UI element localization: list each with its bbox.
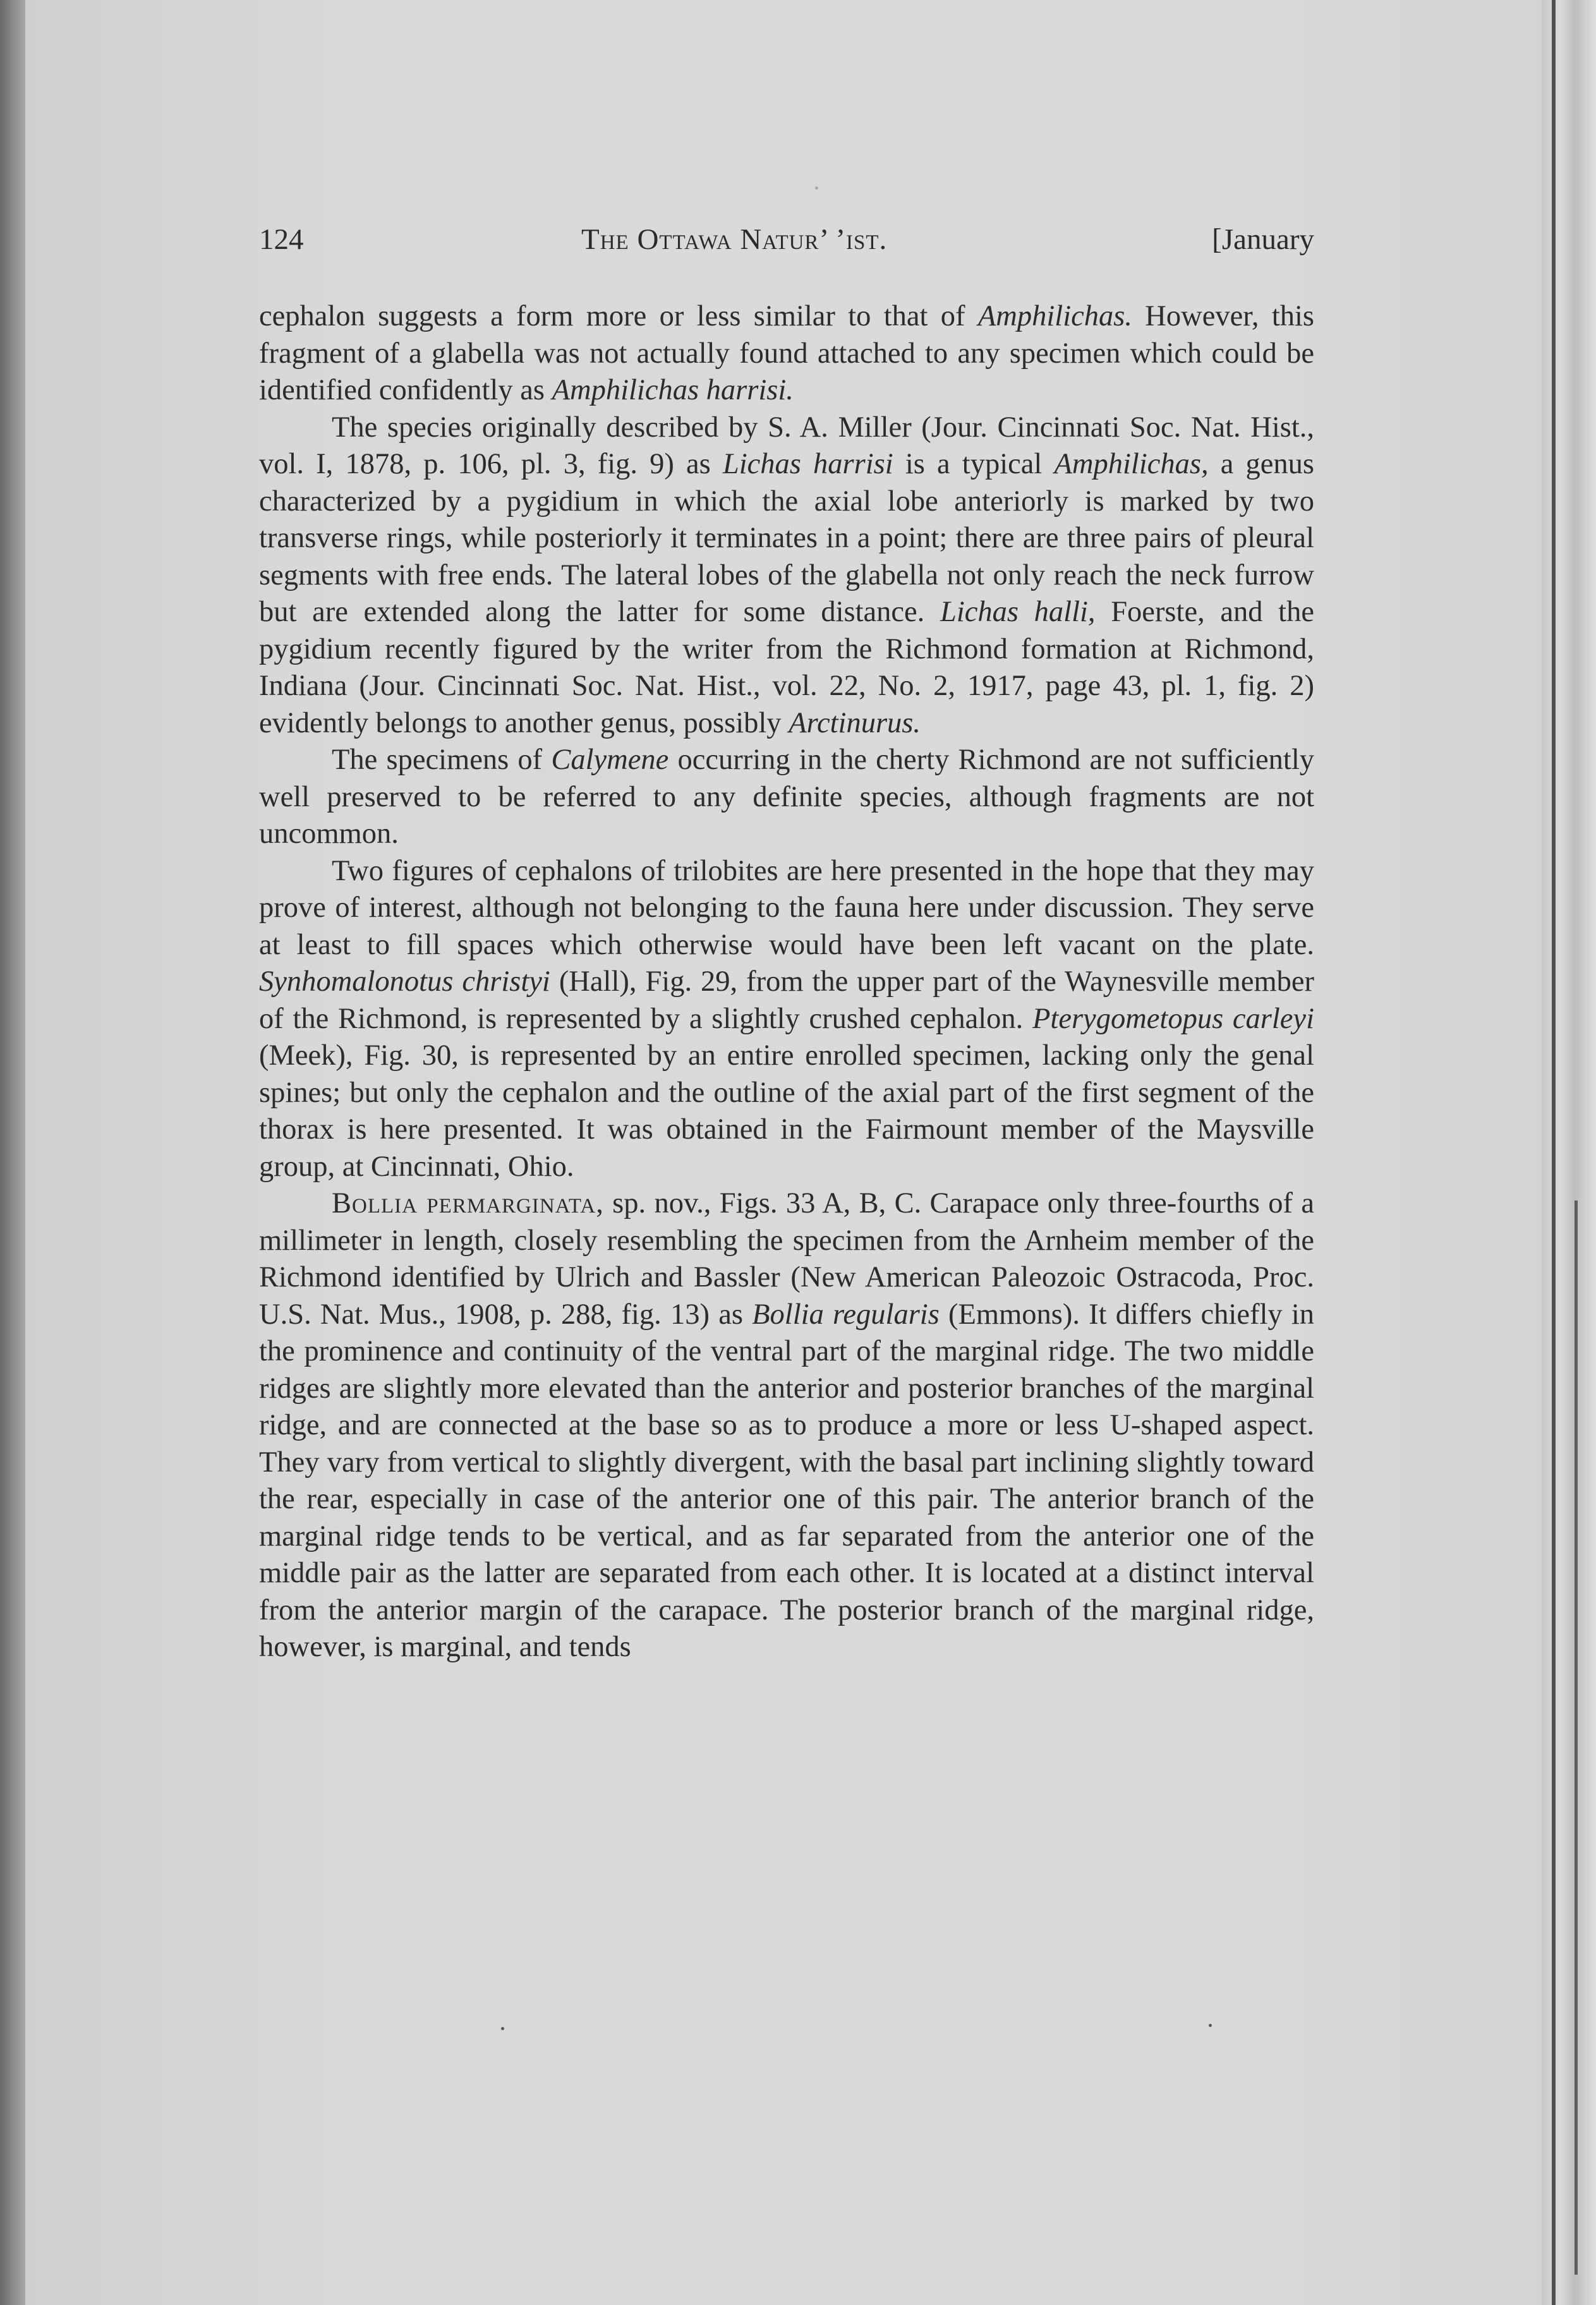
paragraph	[259, 742, 1314, 853]
text-run: However, this fragment of a glabella was not actually found attached to any specimen which could be identified confidently as	[259, 300, 1315, 406]
text-run: occurring in the cherty Richmond are not sufficiently well preserved to be referred to any definite species, although fragments are not uncommon.	[259, 744, 1314, 850]
binding-edge-line	[1552, 0, 1556, 2305]
scan-shadow-left	[0, 0, 25, 2305]
paragraph	[259, 853, 1314, 1186]
italic-taxon-name: Amphilichas,	[1054, 448, 1209, 480]
page-header	[259, 216, 1314, 267]
page-gutter-right	[1542, 0, 1596, 2305]
italic-taxon-name: Amphilichas.	[977, 300, 1132, 332]
paragraph	[259, 409, 1314, 742]
running-head-date: [January	[1212, 223, 1314, 256]
running-head-title: The Ottawa Natur’ ’ist.	[581, 223, 888, 256]
text-run: The specimens of	[332, 744, 552, 776]
italic-taxon-name: Pterygometopus carleyi	[1032, 1002, 1314, 1035]
text-run: (Meek), Fig. 30, is represented by an entire enrolled specimen, lacking only the genal spines; but only the cephalon and the outline of the axial part of the first segment of the thorax is here presented. It was obtained in the Fairmount member of the Maysville group, at Cincinnati, Ohio.	[259, 1039, 1314, 1183]
text-run: sp. nov., Figs. 33 A, B, C. Carapace only three-fourths of a millimeter in length, closely resembling the specimen from the Arnheim member of the Richmond identified by Ulrich and Bassler (New American Paleozoic Ostracoda, Proc. U.S. Nat. Mus., 1908, p. 288, fig. 13) as	[259, 1187, 1314, 1331]
italic-taxon-name: Bollia regularis	[752, 1298, 940, 1331]
speck-mark	[1209, 2024, 1212, 2027]
paragraph	[259, 1185, 1314, 1666]
italic-taxon-name: Arctinurus.	[789, 706, 921, 739]
speck-mark	[815, 186, 818, 190]
italic-taxon-name: Amphilichas harrisi.	[552, 374, 794, 406]
paragraph	[259, 298, 1314, 409]
text-run: Foerste, and the pygidium recently figured by the writer from the Richmond formation at Richmond, Indiana (Jour. Cincinnati Soc. Nat. Hist., vol. 22, No. 2, 1917, page 43, pl. 1, fig. 2) evidently belongs to another genus, possibly	[259, 596, 1314, 739]
text-run: a genus characterized by a pygidium in which the axial lobe anteriorly is marked by two transverse rings, while posteriorly it terminates in a point; there are three pairs of pleural segments with free ends. The lateral lobes of the glabella not only reach the neck furrow but are extended along the latter for some distance.	[259, 448, 1314, 628]
speck-mark	[501, 2027, 504, 2030]
text-run: is a typical	[893, 448, 1055, 480]
body-text	[259, 298, 1314, 1666]
text-run: The species originally described by S. A. Miller (Jour. Cincinnati Soc. Nat. Hist., vol. I, 1878, p. 106, pl. 3, fig. 9) as	[259, 411, 1314, 480]
text-run: (Emmons). It differs chiefly in the prominence and continuity of the ventral part of the marginal ridge. The two middle ridges are slightly more elevated than the anterior and posterior branches of the marginal ridge, and are connected at the base so as to produce a more or less U-shaped aspect. They vary from vertical to slightly divergent, with the basal part inclining slightly toward the rear, especially in case of the anterior one of this pair. The anterior branch of the marginal ridge tends to be vertical, and as far separated from the anterior one of the middle pair as the latter are separated from each other. It is located at a distinct interval from the anterior margin of the carapace. The posterior branch of the marginal ridge, however, is marginal, and tends	[259, 1298, 1314, 1663]
italic-taxon-name: Lichas harrisi	[722, 448, 893, 480]
italic-taxon-name: Calymene	[551, 744, 669, 776]
page-number: 124	[259, 223, 304, 256]
species-heading: Bollia permarginata,	[332, 1187, 604, 1219]
italic-taxon-name: Synhomalonotus christyi	[259, 965, 550, 998]
text-run: cephalon suggests a form more or less similar to that of	[259, 300, 978, 332]
text-run: (Hall), Fig. 29, from the upper part of the Waynesville member of the Richmond, is represented by a slightly crushed cephalon.	[259, 965, 1314, 1035]
italic-taxon-name: Lichas halli,	[940, 596, 1096, 628]
text-run: Two figures of cephalons of trilobites are here presented in the hope that they may prove of interest, although not belonging to the fauna here under discussion. They serve at least to fill spaces which otherwise would have been left vacant on the plate.	[259, 854, 1314, 961]
binding-edge-line-secondary	[1575, 1201, 1578, 2275]
